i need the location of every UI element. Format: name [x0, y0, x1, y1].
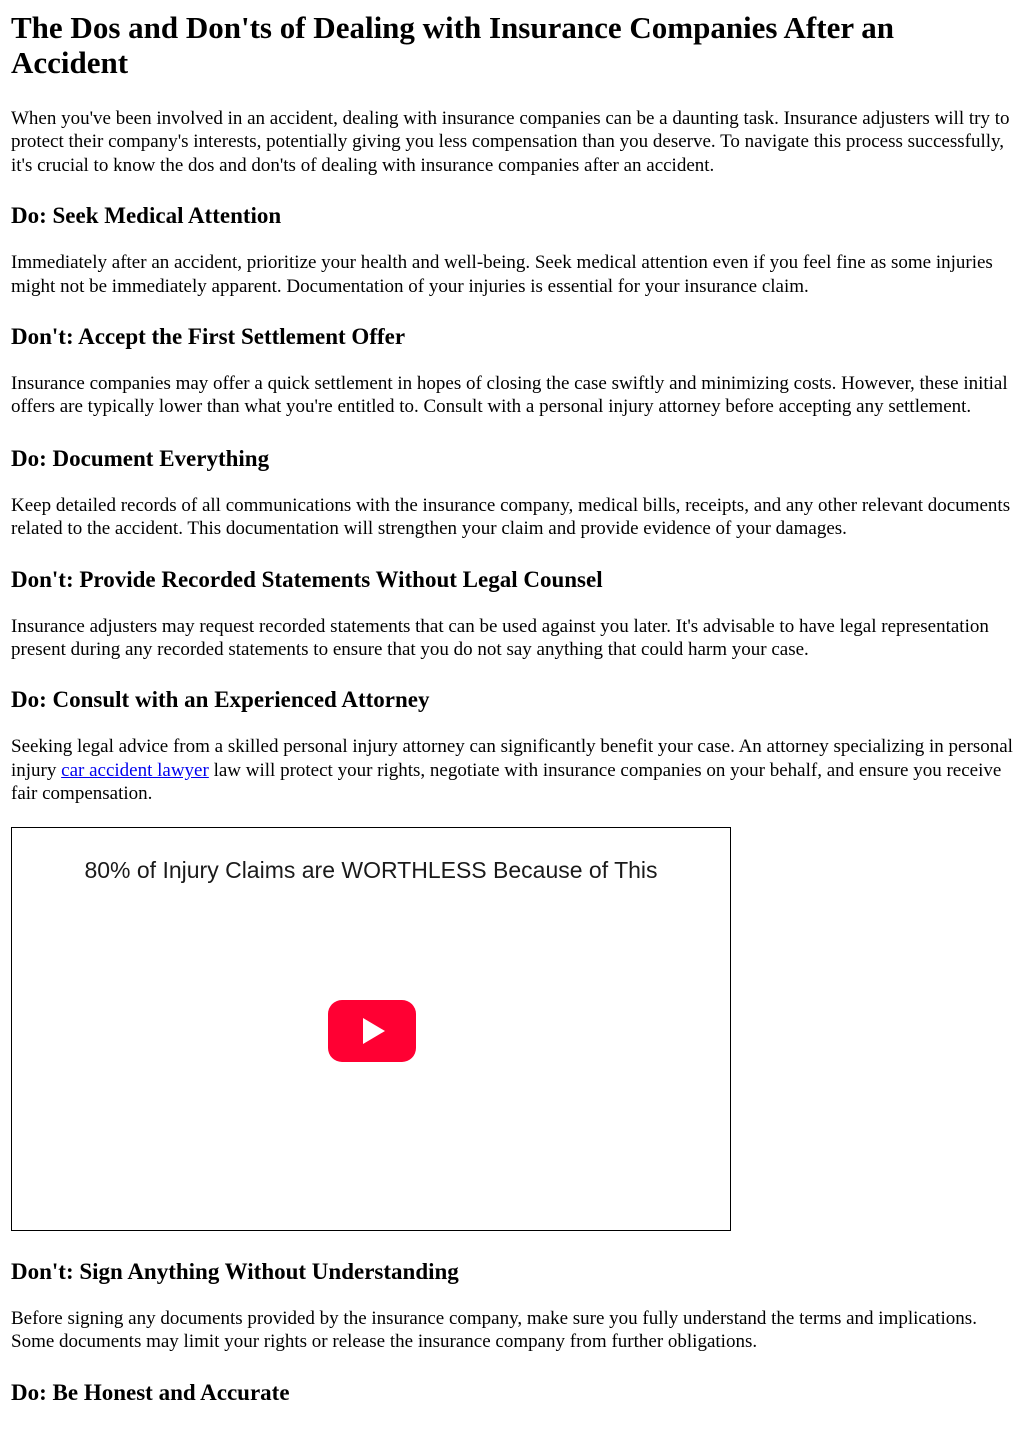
paragraph-first-offer: Insurance companies may offer a quick settlement in hopes of closing the case swiftly and minimizing costs. However, these initial offers are typically lower than what you're entitled to. Consult with a personal injury attorney before accepting any settlement.: [11, 373, 1008, 418]
heading-consult-attorney: Do: Consult with an Experienced Attorney: [11, 687, 430, 713]
video-embed[interactable]: [11, 827, 731, 1231]
heading-document-everything: Do: Document Everything: [11, 445, 270, 471]
heading-seek-medical: Do: Seek Medical Attention: [11, 203, 282, 229]
heading-recorded-statements: Don't: Provide Recorded Statements Without Legal Counsel: [11, 566, 603, 592]
paragraph-seek-medical: Immediately after an accident, prioritize your health and well-being. Seek medical attention even if you feel fine as some injuries might not be immediately apparent. Documentation of your injuries is essential for your insurance claim.: [11, 252, 993, 297]
heading-sign-anything: Don't: Sign Anything Without Understanding: [11, 1258, 459, 1284]
heading-be-honest: Do: Be Honest and Accurate: [11, 1379, 290, 1405]
article: [0, 10, 1024, 1407]
video-title[interactable]: 80% of Injury Claims are WORTHLESS Because of This: [84, 856, 658, 883]
youtube-play-icon: [328, 1000, 416, 1062]
intro-paragraph: When you've been involved in an accident, dealing with insurance companies can be a daunting task. Insurance adjusters will try to protect their company's interests, potentially giving you less compensation than you deserve. To navigate this process successfully, it's crucial to know the dos and don'ts of dealing with insurance companies after an accident.: [11, 108, 1010, 176]
car-accident-lawyer-link[interactable]: car accident lawyer: [61, 759, 209, 781]
paragraph-consult-attorney: [11, 735, 1014, 805]
page-title: The Dos and Don'ts of Dealing with Insurance Companies After an Accident: [11, 10, 895, 80]
consult-text-after-link: law will protect your rights, negotiate with insurance companies on your behalf, and ensure you receive fair compensation.: [11, 759, 1002, 805]
paragraph-document-everything: Keep detailed records of all communications with the insurance company, medical bills, receipts, and any other relevant documents related to the accident. This documentation will strengthen your claim and provide evidence of your damages.: [11, 494, 1011, 540]
heading-first-offer: Don't: Accept the First Settlement Offer: [11, 324, 406, 350]
consult-text-before-link: Seeking legal advice from a skilled personal injury attorney can significantly benefit your case. An attorney specializing in personal injury: [11, 736, 1013, 781]
paragraph-sign-anything: Before signing any documents provided by the insurance company, make sure you fully understand the terms and implications. Some documents may limit your rights or release the insurance company from further obligations.: [11, 1307, 977, 1353]
paragraph-recorded-statements: Insurance adjusters may request recorded statements that can be used against you later. It's advisable to have legal representation present during any recorded statements to ensure that you do not say anything that could harm your case.: [11, 615, 989, 661]
video-play-button[interactable]: [328, 1000, 416, 1062]
